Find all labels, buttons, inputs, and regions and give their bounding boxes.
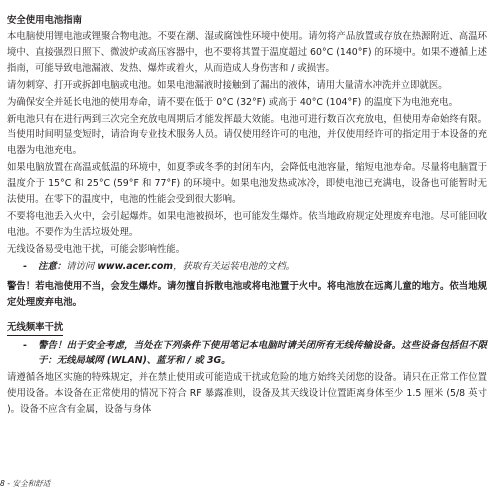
battery-paragraph-1: 本电脑使用锂电池或锂聚合物电池。不要在潮、湿或腐蚀性环境中使用。请勿将产品放置或存放在热源附近、高温环境中、直接强烈日照下、微波炉或高压容器中，也不要将其置于温度超过 60°C (140°F) 的环境中。如果不遵循上述指南，可能导致电池漏液、发热、爆炸或着火，从而造成人身伤害和 / 或损害。 [7,31,487,74]
battery-paragraph-2: 请勿刺穿、打开或拆卸电脑或电池。如果电池漏液时接触到了漏出的液体，请用大量清水冲洗并立即就医。 [7,79,448,91]
wireless-warning-dash: - [23,339,27,351]
battery-paragraph-6: 不要将电池丢入火中，会引起爆炸。如果电池被损坏，也可能发生爆炸。依当地政府规定处理废弃电池。尽可能回收电池。不要作为生活垃圾处理。 [7,210,487,238]
wireless-paragraph: 请遵循各地区实施的特殊规定，并在禁止使用或可能造成干扰或危险的地方始终关闭您的设备。请只在正常工作位置使用设备。本设备在正常使用的情况下符合 RF 暴露准则，设备及其天线设计位置距离身体至少 1.5 厘米 (5/8 英寸 )。设备不应含有金属，设备与身体 [7,372,487,416]
note-block [7,259,487,274]
section-title: 安全使用电池指南 [7,15,83,26]
battery-paragraph-5: 如果电脑放置在高温或低温的环境中，如夏季或冬季的封闭车内，会降低电池容量，缩短电池寿命。尽量将电脑置于温度介于 15°C 和 25°C (59°F 和 77°F) 的环境中。如果电池发热或冰冷，即使电池已充满电，设备也可能暂时无法使用。在零下的温度中，电池的性能会受到很大影响。 [7,162,487,206]
battery-paragraph-7: 无线设备易受电池干扰，可能会影响性能。 [7,243,186,255]
wireless-warning [7,338,487,370]
page-footer: 8 - 安全和舒适 [0,479,51,488]
battery-paragraph-4: 新电池只有在进行两到三次完全充放电周期后才能发挥最大效能。电池可进行数百次充放电，但使用寿命始终有限。当使用时间明显变短时，请洽询专业技术服务人员。请仅使用经许可的电池，并仅使用经许可的指定用于本设备的充电器为电池充电。 [7,113,487,157]
note-text-after: ，获取有关运装电池的文档。 [173,260,295,272]
note-dash: - [23,260,27,272]
wireless-warning-text: 警告！出于安全考虑，当处在下列条件下使用笔记本电脑时请关闭所有无线传输设备。这些设备包括但不限于：无线局域网 (WLAN)、蓝牙和 / 或 3G。 [38,339,487,367]
battery-warning: 警告！若电池使用不当，会发生爆炸。请勿擅自拆散电池或将电池置于火中。将电池放在远离儿童的地方。依当地规定处理废弃电池。 [7,280,487,308]
note-label: 注意： [38,260,67,272]
battery-paragraph-3: 为确保安全并延长电池的使用寿命，请不要在低于 0°C (32°F) 或高于 40°C (104°F) 的温度下为电池充电。 [7,96,458,108]
note-text-before: 请访问 [66,260,98,272]
note-url-link[interactable]: www.acer.com [97,260,174,272]
wireless-section-title: 无线频率干扰 [7,321,63,336]
document-page [7,14,487,419]
